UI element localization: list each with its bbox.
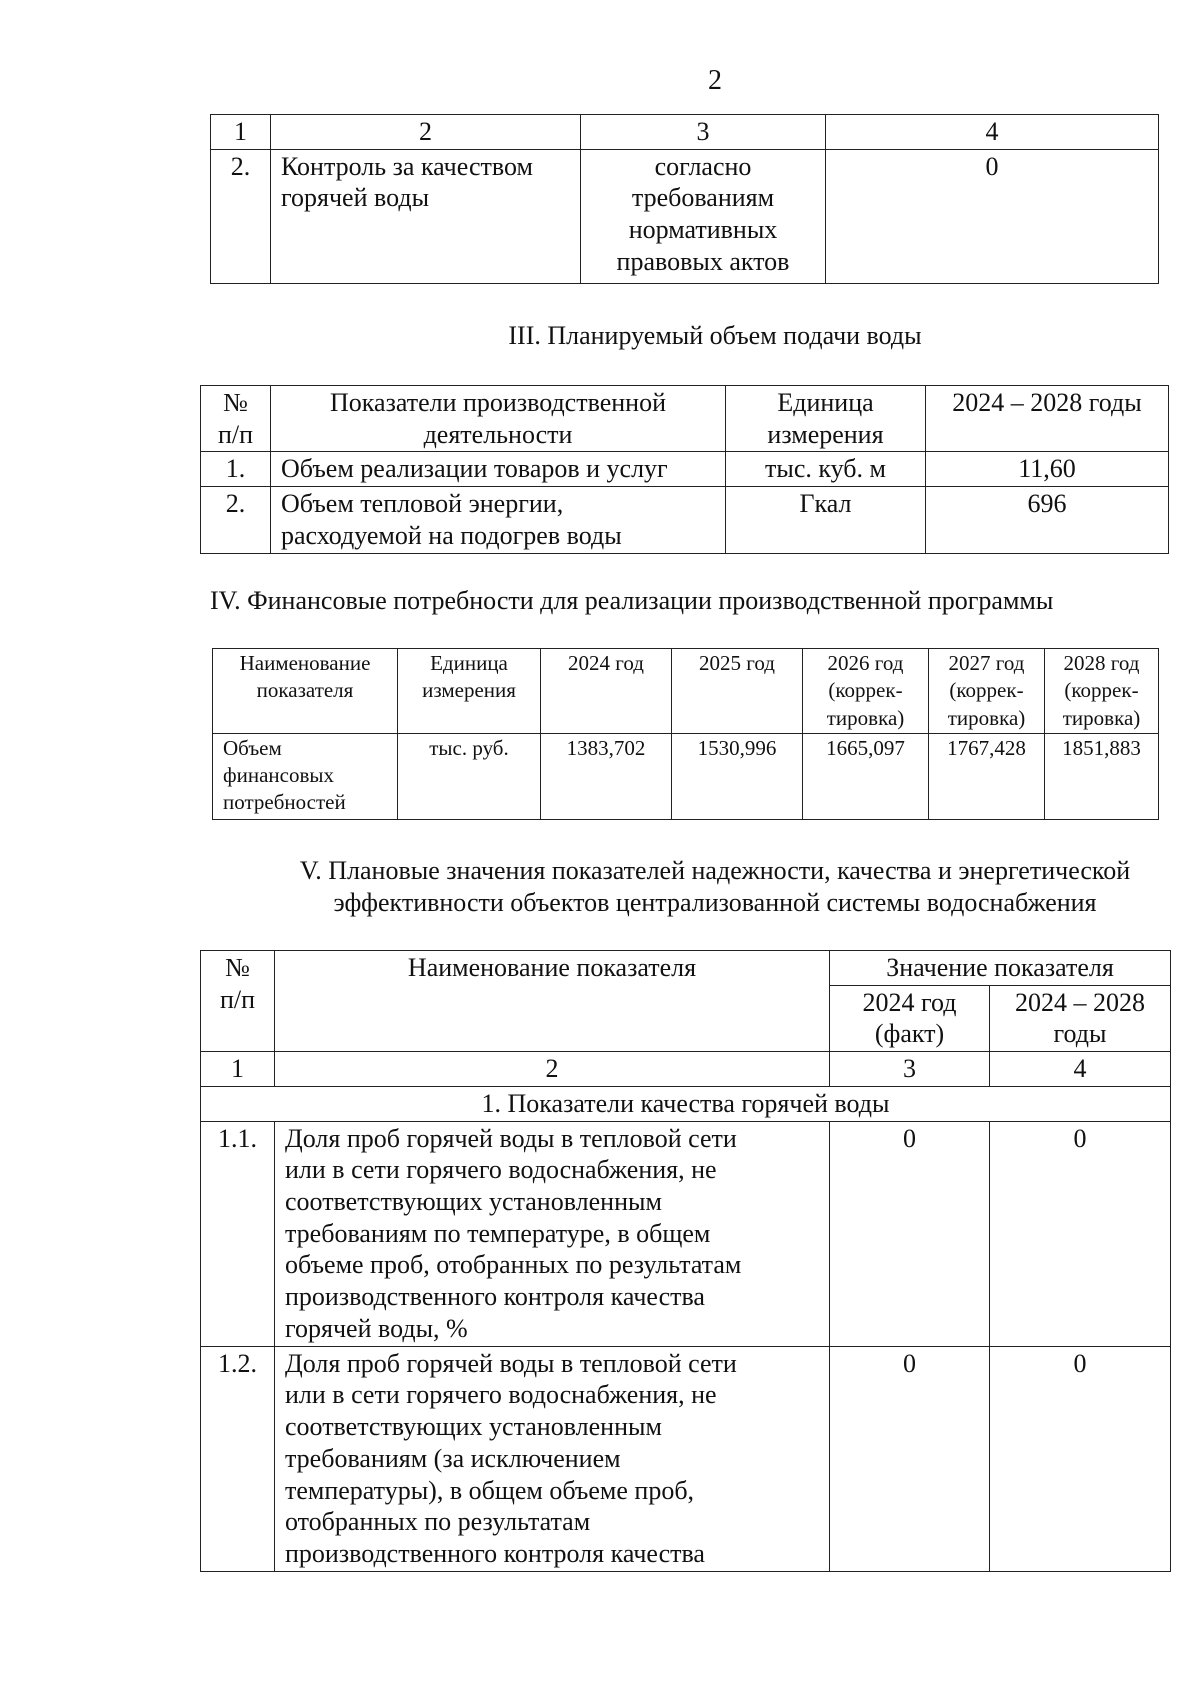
row-fact: 0 xyxy=(830,1346,990,1571)
year-header: 2024 год xyxy=(541,649,672,734)
plan-header: 2024 – 2028 годы xyxy=(990,985,1171,1051)
row-unit: тыс. руб. xyxy=(398,733,541,819)
table-row xyxy=(201,487,1169,553)
norm-line: требованиям xyxy=(631,183,775,213)
row-name: Доля проб горячей воды в тепловой сети или в сети горячего водоснабжения, не соответствующих установленным требованиям по температуре, в общем объеме проб, отобранных по результатам производственного контроля качества горячей воды, % xyxy=(275,1121,830,1346)
row-value: 696 xyxy=(926,487,1169,553)
col-num: 3 xyxy=(830,1052,990,1087)
table-row xyxy=(201,452,1169,487)
norm-line: согласно xyxy=(654,151,752,181)
name-line: горячей воды xyxy=(281,183,430,213)
section4-title: IV. Финансовые потребности для реализации производственной программы xyxy=(210,586,1054,615)
row-unit: Гкал xyxy=(726,487,926,553)
table-header-row xyxy=(201,951,1171,986)
row-value: 1530,996 xyxy=(672,733,803,819)
col-num: 3 xyxy=(581,115,826,150)
table-row xyxy=(201,1121,1171,1346)
section5-table xyxy=(200,950,1171,1572)
year-header: 2028 год (коррек- тировка) xyxy=(1045,649,1159,734)
row-number: 2. xyxy=(211,149,271,283)
row-name xyxy=(271,149,581,283)
section5-title xyxy=(0,855,1200,918)
row-norm xyxy=(581,149,826,283)
title-line: эффективности объектов централизованной системы водоснабжения xyxy=(333,887,1097,917)
continued-table xyxy=(210,114,1159,284)
num-header: № п/п xyxy=(201,951,275,1052)
row-value: 0 xyxy=(826,149,1159,283)
row-name: Объем реализации товаров и услуг xyxy=(271,452,726,487)
name-line: Контроль за качеством xyxy=(281,151,533,181)
norm-line: нормативных xyxy=(628,215,778,245)
col-num: 2 xyxy=(271,115,581,150)
column-number-row xyxy=(201,1052,1171,1087)
row-fact: 0 xyxy=(830,1121,990,1346)
row-value: 1851,883 xyxy=(1045,733,1159,819)
indicator-header: Показатели производственной деятельности xyxy=(271,386,726,452)
col-num: 4 xyxy=(990,1052,1171,1087)
row-plan: 0 xyxy=(990,1121,1171,1346)
col-num: 4 xyxy=(826,115,1159,150)
table-header-row xyxy=(201,386,1169,452)
row-value: 11,60 xyxy=(926,452,1169,487)
section3-title: III. Планируемый объем подачи воды xyxy=(508,321,922,350)
page-number: 2 xyxy=(708,65,722,96)
section4-table xyxy=(212,648,1159,820)
col-num: 1 xyxy=(211,115,271,150)
row-name: Объем финансовых потребностей xyxy=(213,733,398,819)
row-number: 1.1. xyxy=(201,1121,275,1346)
row-value: 1767,428 xyxy=(929,733,1045,819)
row-name: Доля проб горячей воды в тепловой сети или в сети горячего водоснабжения, не соответствующих установленным требованиям (за исключением температуры), в общем объеме проб, отобранных по результатам производственного контроля качества xyxy=(275,1346,830,1571)
table-header-row xyxy=(213,649,1159,734)
unit-header: Единица измерения xyxy=(726,386,926,452)
row-value: 1665,097 xyxy=(803,733,929,819)
col-num: 2 xyxy=(275,1052,830,1087)
table-row xyxy=(213,733,1159,819)
group-row xyxy=(201,1086,1171,1121)
row-number: 1. xyxy=(201,452,271,487)
name-header: Наименование показателя xyxy=(213,649,398,734)
row-plan: 0 xyxy=(990,1346,1171,1571)
row-name: Объем тепловой энергии, расходуемой на подогрев воды xyxy=(271,487,726,553)
name-header: Наименование показателя xyxy=(275,951,830,1052)
row-number: 1.2. xyxy=(201,1346,275,1571)
table-row xyxy=(201,1346,1171,1571)
table-row xyxy=(211,149,1159,283)
year-header: 2027 год (коррек- тировка) xyxy=(929,649,1045,734)
fact-header: 2024 год (факт) xyxy=(830,985,990,1051)
num-header: № п/п xyxy=(201,386,271,452)
period-header: 2024 – 2028 годы xyxy=(926,386,1169,452)
title-line: V. Плановые значения показателей надежности, качества и энергетической xyxy=(299,856,1131,885)
year-header: 2026 год (коррек- тировка) xyxy=(803,649,929,734)
year-header: 2025 год xyxy=(672,649,803,734)
col-num: 1 xyxy=(201,1052,275,1087)
row-value: 1383,702 xyxy=(541,733,672,819)
value-header: Значение показателя xyxy=(830,951,1171,986)
row-number: 2. xyxy=(201,487,271,553)
unit-header: Единица измерения xyxy=(398,649,541,734)
norm-line: правовых актов xyxy=(616,246,790,276)
section3-table xyxy=(200,385,1169,554)
group-title: 1. Показатели качества горячей воды xyxy=(201,1086,1171,1121)
row-unit: тыс. куб. м xyxy=(726,452,926,487)
table-header-row xyxy=(211,115,1159,150)
